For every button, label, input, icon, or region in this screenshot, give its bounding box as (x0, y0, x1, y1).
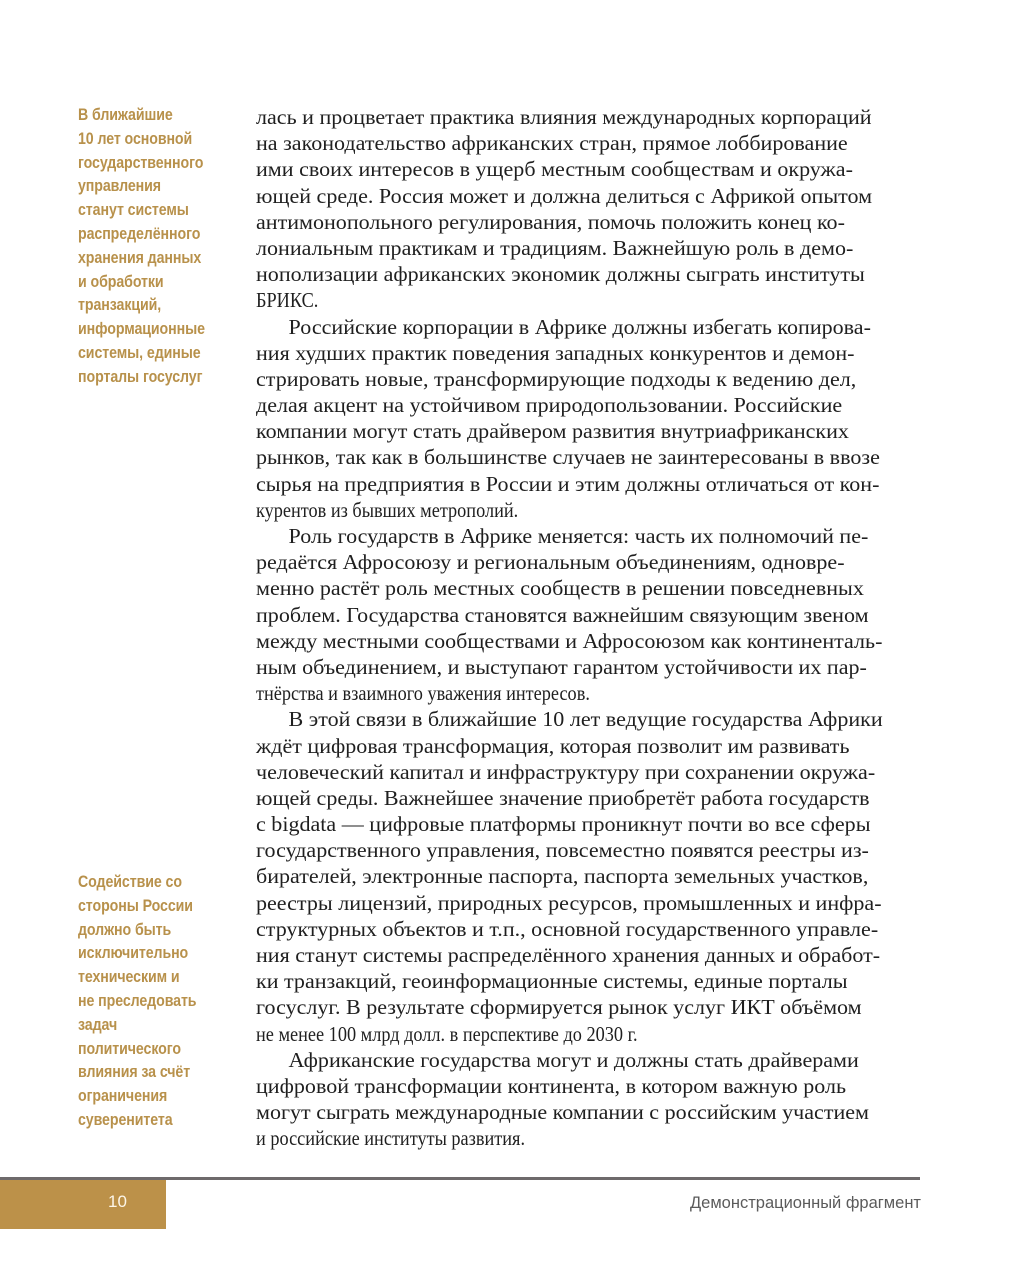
text-line: человеческий капитал и инфраструктуру при сохранении окружа- (256, 759, 876, 784)
margin-note-line: порталы госуслуг (78, 367, 203, 386)
margin-note-line: и обработки (78, 272, 164, 291)
body-text-column (256, 104, 922, 1152)
text-line: менно растёт роль местных сообществ в решении повседневных (256, 576, 864, 601)
text-line: структурных объектов и т.п., основной государственного управле- (256, 916, 879, 941)
margin-note-line: задач (78, 1015, 118, 1034)
text-line: могут сыграть международные компании с российским участием (256, 1100, 870, 1125)
margin-note-line: хранения данных (78, 248, 202, 267)
footer-label: Демонстрационный фрагмент (689, 1194, 921, 1212)
margin-note-line: станут системы (78, 201, 189, 220)
text-line: на законодательство африканских стран, прямое лоббирование (256, 131, 848, 156)
text-line: ния станут системы распределённого хранения данных и обработ- (256, 943, 881, 967)
margin-note-line: должно быть (78, 920, 172, 939)
margin-note-line: системы, единые (78, 343, 201, 362)
text-line: курентов из бывших метрополий. (256, 497, 519, 522)
margin-note-1 (78, 104, 224, 390)
text-line: проблем. Государства становятся важнейшим связующим звеном (256, 602, 869, 627)
text-line: делая акцент на устойчивом природопользовании. Российские (256, 393, 843, 418)
text-line: редаётся Афросоюзу и региональным объединениям, одновре- (256, 550, 845, 575)
paragraph-first-line: Африканские государства могут и должны стать драйверами (288, 1047, 859, 1072)
margin-note-line: стороны России (78, 896, 193, 915)
margin-note-line: исключительно (78, 944, 189, 963)
margin-note-line: Содействие со (78, 873, 182, 891)
text-line: компании могут стать драйвером развития внутриафриканских (256, 419, 849, 444)
margin-note-line: влияния за счёт (78, 1063, 191, 1082)
text-line: госуслуг. В результате сформируется рынок услуг ИКТ объёмом (256, 995, 862, 1020)
text-line: лась и процветает практика влияния международных корпораций (256, 105, 872, 129)
text-line: ния худших практик поведения западных конкурентов и демон- (256, 340, 855, 365)
margin-note-line: суверенитета (78, 1110, 173, 1129)
margin-note-line: техническим и (78, 968, 180, 987)
margin-note-line: управления (78, 177, 162, 196)
text-line: стрировать новые, трансформирующие подходы к ведению дел, (256, 366, 857, 391)
text-line: антимонопольного регулирования, помочь положить конец ко- (256, 209, 845, 234)
text-line: с bigdata — цифровые платформы проникнут почти во все сферы (256, 812, 871, 837)
text-line: тнёрства и взаимного уважения интересов. (256, 681, 590, 706)
text-line: бирателей, электронные паспорта, паспорта земельных участков, (256, 864, 869, 889)
margin-note-line: транзакций, (78, 296, 162, 315)
paragraph-first-line: Российские корпорации в Африке должны избегать копирова- (288, 314, 871, 339)
margin-note-line: В ближайшие (78, 106, 173, 124)
page-number: 10 (108, 1192, 127, 1211)
margin-note-line: государственного (78, 153, 204, 172)
text-line: ющей среды. Важнейшее значение приобретёт работа государств (256, 785, 870, 810)
margin-note-2 (78, 871, 224, 1133)
text-line: государственного управления, повсеместно появятся реестры из- (256, 838, 869, 863)
margin-note-line: распределённого (78, 224, 201, 243)
text-line: не менее 100 млрд долл. в перспективе до 2030 г. (256, 1021, 638, 1046)
text-line: лониальным практикам и традициям. Важнейшую роль в демо- (256, 235, 854, 260)
margin-note-line: политического (78, 1039, 181, 1058)
page-number-tab (0, 1180, 166, 1229)
paragraph-first-line: В этой связи в ближайшие 10 лет ведущие государства Африки (288, 707, 883, 732)
text-line: ющей среде. Россия может и должна делиться с Африкой опытом (256, 183, 873, 208)
paragraph-first-line: Роль государств в Африке меняется: часть их полномочий пе- (288, 524, 869, 548)
margin-note-line: информационные (78, 320, 205, 339)
text-line: сырья на предприятия в России и этим должны отличаться от кон- (256, 471, 880, 496)
text-line: ими своих интересов в ущерб местным сообществам и окружа- (256, 157, 853, 182)
text-line: ным объединением, и выступают гарантом устойчивости их пар- (256, 654, 867, 679)
text-line: ждёт цифровая трансформация, которая позволит им развивать (256, 733, 850, 758)
text-line: БРИКС. (256, 288, 319, 313)
text-line: ки транзакций, геоинформационные системы, единые порталы (256, 969, 848, 994)
text-line: и российские институты развития. (256, 1126, 526, 1151)
margin-note-line: 10 лет основной (78, 129, 193, 148)
text-line: рынков, так как в большинстве случаев не заинтересованы в ввозе (256, 445, 880, 470)
text-line: цифровой трансформации континента, в котором важную роль (256, 1073, 847, 1098)
margin-note-line: не преследовать (78, 991, 197, 1010)
text-line: нополизации африканских экономик должны сыграть институты (256, 262, 865, 287)
margin-note-line: ограничения (78, 1087, 168, 1106)
text-line: реестры лицензий, природных ресурсов, промышленных и инфра- (256, 890, 882, 915)
text-line: между местными сообществами и Афросоюзом как континенталь- (256, 628, 883, 653)
